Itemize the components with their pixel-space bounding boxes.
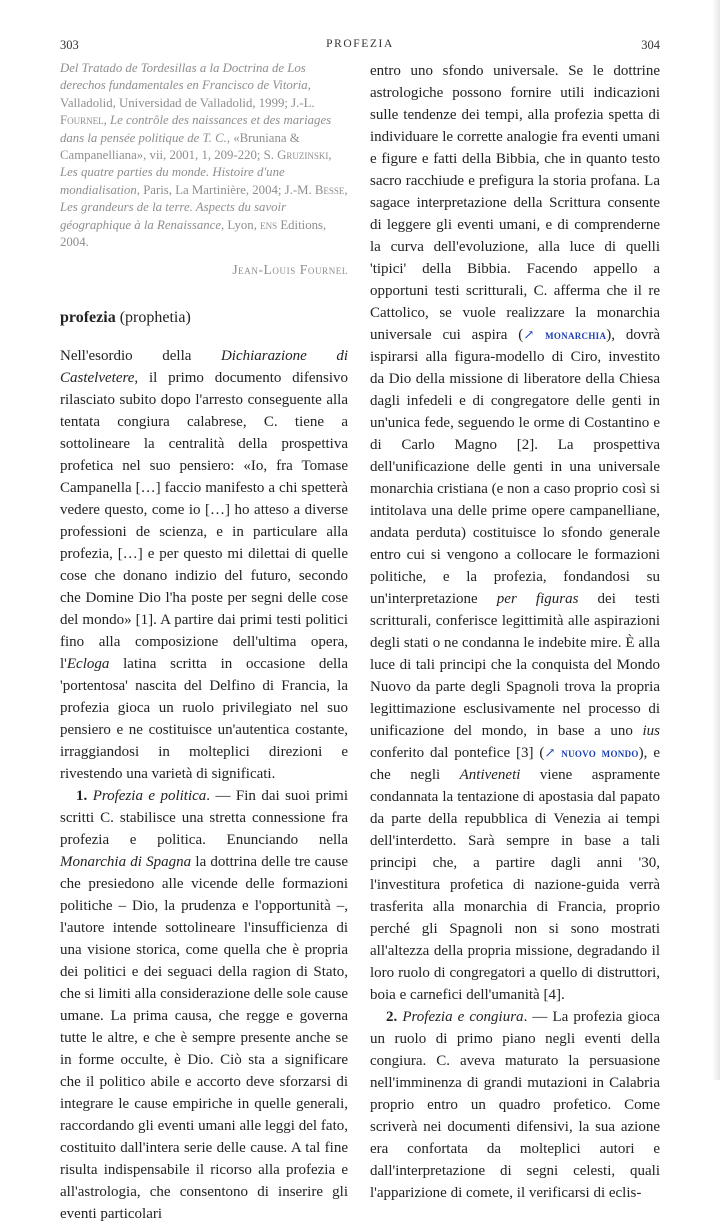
left-column (60, 60, 348, 1225)
text-run: Le contrôle des naissances et des mariages dans la pensée politique de T. C. (60, 113, 332, 145)
text-run: Les quatre parties du monde. Histoire d'une mondialisation (60, 165, 285, 197)
text-run: latina scritta in occasione della 'portentosa' nascita del Delfino di Francia, la profezia gioca un ruolo privilegiato nel suo pensiero e ne costituisce un'autentica costante, irraggiandosi in molteplici direzioni e rivestendo una varietà di significati. (60, 656, 348, 783)
entry-headword-latin: (prophetia) (119, 309, 191, 327)
text-run: dei testi scritturali, conferisce legittimità alle aspirazioni degli stati o ne condanna le indebite mire. È alla luce di tali principi che la conquista del Mondo Nuovo da parte degli Spagnoli trova la propria legittimazione esclusivamente nel processo di unificazione del mondo, in base a uno (370, 591, 660, 739)
page-number-right: 304 (641, 38, 660, 52)
text-run: , Paris, La Martinière, 2004; J.-M. (136, 182, 315, 197)
arrow-northeast-icon: ↗ (523, 327, 535, 342)
text-run: Dichiarazione di Castelvetere (60, 348, 348, 387)
text-run: Les grandeurs de la terre. Aspects du savoir géographique à la Renaissance (60, 200, 287, 232)
text-run: Ecloga (66, 656, 110, 673)
text-run (534, 327, 545, 343)
text-run: , (328, 148, 332, 163)
text-run: Monarchia di Spagna (60, 854, 192, 871)
entry-headword: profezia (60, 309, 116, 327)
arrow-northeast-icon: ↗ (544, 745, 556, 760)
section-1-paragraph (60, 785, 348, 1225)
text-run: Besse (314, 182, 345, 197)
text-run: conferito dal pontefice [3] ( (370, 745, 545, 761)
text-run: , (103, 113, 111, 128)
text-run: Profezia e congiura (402, 1009, 524, 1025)
section-1-continuation (370, 60, 660, 1006)
page-number-left: 303 (60, 38, 79, 52)
running-title: PROFEZIA (326, 38, 394, 50)
page-header (60, 38, 660, 58)
text-run: 1. (76, 788, 88, 805)
text-run: , «Bruniana & Campanelliana», vii, 2001, 1, 209-220; S. (60, 130, 300, 163)
text-run: entro uno sfondo universale. Se le dottrine astrologiche possono fornire utili indicazioni sulle tendenze dei tempi, alla profezia spetta di individuare le corrette analogie fra eventi umani e figure e fatti della Bibbia, che in quanto testo sacro racchiude e prefigura la storia profana. La sagace interpretazione della Scrittura consente di leggere gli eventi umani, e di comprenderne la curva dell'evoluzione, alla luce di quelli 'tipici' della Bibbia. Facendo appello a opportuni testi scritturali, C. afferma che il re Cattolico, se vuole realizzare la monarchia universale cui aspira ( (370, 63, 660, 343)
text-run: Del Tratado de Tordesillas a la Doctrina de Los derechos fundamentales en Francisco de Vitoria (60, 61, 308, 93)
text-run: ), dovrà ispirarsi alla figura-modello di Ciro, investito da Dio della missione di liberatore della Chiesa dagli infedeli e di congregatore delle genti in un'unica fede, seguendo le orme di Costantino e di Carlo Magno [2]. La prospettiva dell'unificazione delle genti in una universale monarchia cristiana (e non a caso proprio così si intitolava una delle prime opere campanelliane, andata perduta) costituisce lo sfondo generale entro cui si vengono a collocare le formazioni politiche, e la profezia, fondandosi su un'interpretazione (370, 327, 661, 607)
text-run: . — La profezia gioca un ruolo di primo piano negli eventi della congiura. C. aveva maturato la persuasione nell'imminenza di grandi mutazioni in Calabria proprio entro un quadro profetico. Come scriverà nei documenti difensivi, la sua azione era confortata da molteplici autori e dall'interpretazione di segni celesti, quali l'apparizione di comete, il verificarsi di eclis- (370, 1009, 661, 1201)
intro-paragraph (60, 345, 348, 785)
text-run: Profezia e politica (92, 788, 207, 805)
text-run: , (344, 182, 348, 197)
text-run: Editions, 2004. (60, 217, 327, 250)
text-run: , Lyon, (221, 217, 261, 232)
bibliography-tail (60, 60, 348, 251)
cross-reference-link[interactable]: monarchia (545, 328, 607, 342)
text-run: ), e che negli (370, 745, 660, 783)
author-signature: Jean-Louis Fournel (232, 262, 348, 278)
text-run: , Valladolid, Universidad de Valladolid, 1999; J.-L. (60, 78, 315, 110)
text-run: ius (642, 723, 660, 739)
text-run: Nell'esordio della (60, 348, 221, 365)
right-column (370, 60, 660, 1204)
text-run: Fournel (60, 113, 104, 128)
text-run: Gruzinski (277, 148, 329, 163)
text-run: , il primo documento difensivo rilasciato subito dopo l'arresto conseguente alla tentata congiura calabrese, C. tiene a sottolineare la centralità della prospettiva profetica nel suo pensiero: «Io, fra Tomase Campanella […] faccio manifesto a chi spetterà vedere questo, come io […] ho atteso a diverse professioni de scienza, e in particulare alla profezia, […] e per questo mi dilettai di quelle cose che donano indizio del futuro, secondo che Domine Dio l'ha poste per segni delle cose del mondo» [1]. A partire dai primi testi politici fino alla composizione dell'ultima opera, l' (60, 370, 348, 673)
text-run: Antiveneti (459, 767, 521, 783)
text-run: 2. (386, 1009, 398, 1025)
text-run: viene aspramente condannata la tentazione di apostasia dal papato da parte della repubblica di Venezia ai tempi dell'interdetto. Sarà sempre in base a tali principi che, a partire dagli anni '30, l'investitura profetica di nazione-guida verrà trasferita alla monarchia di Francia, proprio perché gli Spagnoli non si sono mostrati all'altezza della propria missione, degradando il loro ruolo di congregatori a quello di distruttori, boia e carnefici dell'umanità [4]. (370, 767, 660, 1003)
text-run: la dottrina delle tre cause che presiedono alle vicende delle formazioni politiche – Dio, la prudenza e l'opportunità –, l'autore intende sottolineare l'insufficienza di una visione storica, come quella che è propria dei politici e dei seguaci della ragion di Stato, che si limiti alla considerazione delle sole cause umane. La prima causa, che regge e governa tutte le altre, e che è sempre presente anche se in forme occulte, è Dio. Ciò sta a significare che il politico abile e accorto deve sforzarsi di integrare le cause empiriche in quelle generali, raccordando gli eventi umani alle leggi del fato, costituito dall'intera serie delle cause. A tal fine risulta indispensabile il ricorso alla profezia e all'astrologia, che consentono di inserire gli eventi particolari (60, 854, 348, 1223)
page-edge-shadow (712, 0, 720, 1080)
cross-reference-link[interactable]: nuovo mondo (561, 746, 639, 760)
text-run: per figuras (496, 591, 579, 607)
entry-heading (60, 307, 348, 329)
section-2-paragraph (370, 1006, 660, 1204)
text-run: . — Fin dai suoi primi scritti C. stabilisce una stretta connessione fra profezia e politica. Enunciando nella (60, 788, 349, 849)
text-run: ens (260, 217, 278, 232)
